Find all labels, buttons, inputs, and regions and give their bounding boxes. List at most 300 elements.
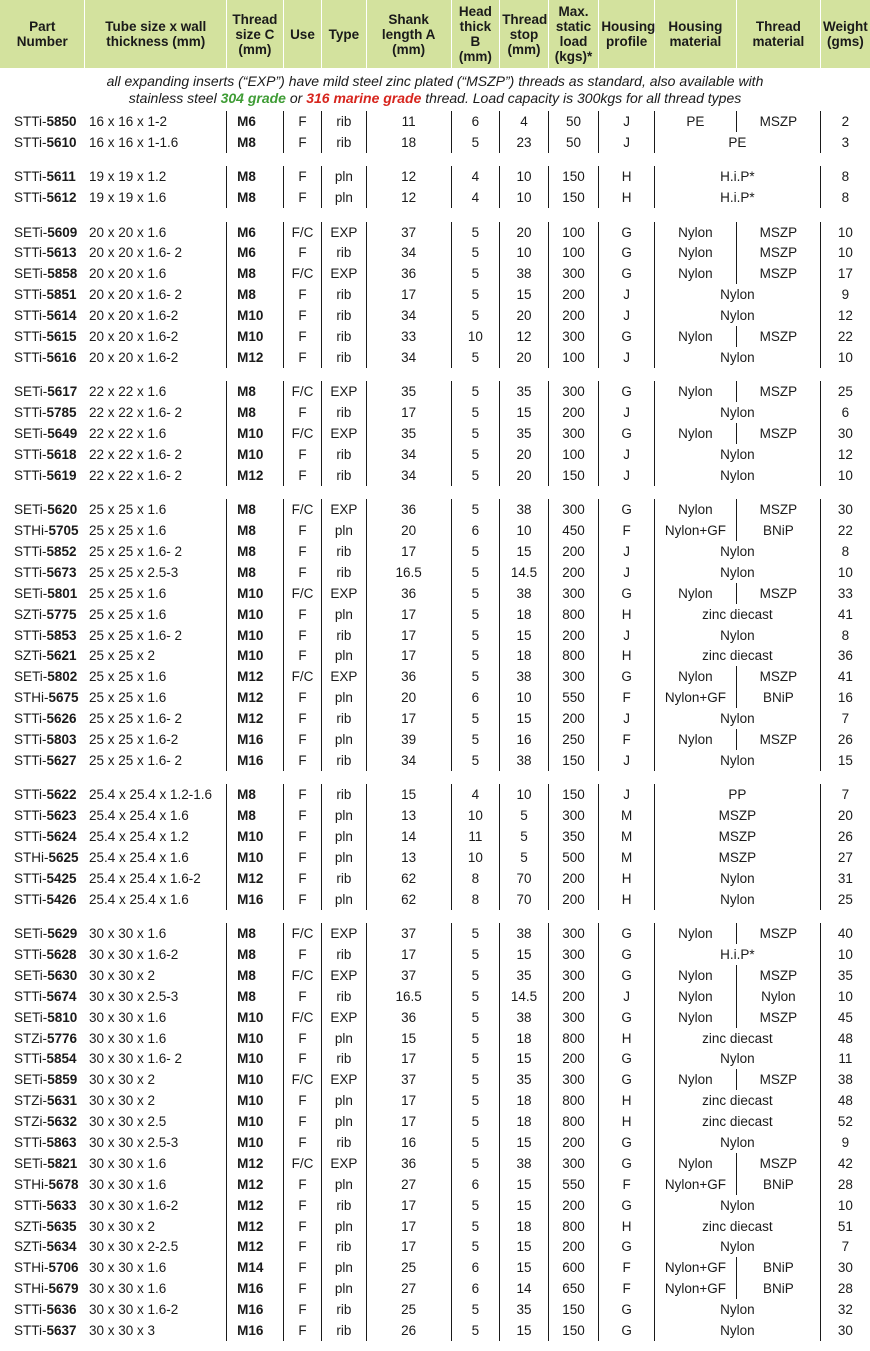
housing-profile-cell: J <box>599 541 655 562</box>
spacer-cell <box>0 771 870 785</box>
use-cell: F <box>283 1049 321 1070</box>
housing-profile-cell: M <box>599 847 655 868</box>
use-cell: F <box>283 305 321 326</box>
part-number-cell <box>0 1195 85 1216</box>
weight-cell: 2 <box>820 111 870 132</box>
housing-profile-cell: F <box>599 1278 655 1299</box>
housing-profile-cell: H <box>599 868 655 889</box>
part-number-cell <box>0 1069 85 1090</box>
use-cell: F <box>283 111 321 132</box>
thread-material-cell: MSZP <box>736 1007 820 1028</box>
material-cell: zinc diecast <box>654 645 820 666</box>
thread-size-cell: M12 <box>227 666 284 687</box>
thread-size-cell: M12 <box>227 1153 284 1174</box>
housing-material-cell: Nylon <box>654 499 736 520</box>
header-row <box>0 0 870 68</box>
housing-material-cell: Nylon <box>654 263 736 284</box>
part-code: 5618 <box>46 446 77 462</box>
shank-length-cell: 17 <box>366 1090 451 1111</box>
thread-stop-cell: 18 <box>500 645 549 666</box>
table-row <box>0 284 870 305</box>
thread-size-cell: M12 <box>227 1237 284 1258</box>
shank-length-cell: 35 <box>366 381 451 402</box>
thread-size-cell: M10 <box>227 604 284 625</box>
note-row <box>0 68 870 111</box>
thread-stop-cell: 15 <box>500 541 549 562</box>
housing-profile-cell: G <box>599 1007 655 1028</box>
part-code: 5611 <box>46 169 76 185</box>
max-load-cell: 200 <box>548 541 599 562</box>
thread-stop-cell: 15 <box>500 625 549 646</box>
spacer-cell <box>0 910 870 924</box>
type-cell: rib <box>322 1132 367 1153</box>
shank-length-cell: 17 <box>366 604 451 625</box>
type-cell: pln <box>322 166 367 187</box>
group-spacer <box>0 486 870 500</box>
thread-size-cell: M8 <box>227 132 284 153</box>
head-thick-cell: 5 <box>451 1090 500 1111</box>
part-number-cell <box>0 847 85 868</box>
spacer-cell <box>0 208 870 222</box>
max-load-cell: 800 <box>548 604 599 625</box>
type-cell: pln <box>322 1174 367 1195</box>
type-cell: rib <box>322 784 367 805</box>
table-row <box>0 1090 870 1111</box>
tube-size-cell: 20 x 20 x 1.6-2 <box>88 349 179 365</box>
part-prefix: SETi- <box>14 1009 48 1025</box>
part-number-cell <box>0 520 85 541</box>
type-cell: rib <box>322 944 367 965</box>
thread-stop-cell: 35 <box>500 1069 549 1090</box>
max-load-cell: 550 <box>548 687 599 708</box>
thread-size-cell: M12 <box>227 687 284 708</box>
housing-profile-cell: J <box>599 784 655 805</box>
thread-stop-cell: 15 <box>500 1195 549 1216</box>
part-prefix: SETi- <box>14 266 48 282</box>
weight-cell: 10 <box>820 562 870 583</box>
part-prefix: STTi- <box>14 988 47 1004</box>
max-load-cell: 800 <box>548 1090 599 1111</box>
spacer-cell <box>0 368 870 382</box>
material-cell: Nylon <box>654 1132 820 1153</box>
part-code: 5706 <box>48 1260 79 1276</box>
weight-cell: 41 <box>820 604 870 625</box>
housing-profile-cell: G <box>599 1237 655 1258</box>
part-prefix: STHi- <box>14 1260 49 1276</box>
shank-length-cell: 36 <box>366 263 451 284</box>
thread-size-cell: M10 <box>227 1111 284 1132</box>
housing-profile-cell: H <box>599 1090 655 1111</box>
material-cell: Nylon <box>654 541 820 562</box>
thread-size-cell: M8 <box>227 402 284 423</box>
shank-length-cell: 17 <box>366 1237 451 1258</box>
weight-cell: 8 <box>820 625 870 646</box>
head-thick-cell: 5 <box>451 1216 500 1237</box>
housing-material-cell: Nylon <box>654 1069 736 1090</box>
max-load-cell: 50 <box>548 132 599 153</box>
tube-size-cell: 30 x 30 x 1.6- 2 <box>88 1051 183 1067</box>
thread-stop-cell: 38 <box>500 583 549 604</box>
part-code: 5617 <box>47 384 78 400</box>
use-cell: F/C <box>283 666 321 687</box>
max-load-cell: 300 <box>548 381 599 402</box>
housing-profile-cell: F <box>599 520 655 541</box>
head-thick-cell: 5 <box>451 1195 500 1216</box>
table-row <box>0 784 870 805</box>
max-load-cell: 800 <box>548 1216 599 1237</box>
part-prefix: STHi- <box>14 849 49 865</box>
type-cell: EXP <box>322 965 367 986</box>
weight-cell: 41 <box>820 666 870 687</box>
thread-size-cell: M12 <box>227 465 284 486</box>
max-load-cell: 200 <box>548 305 599 326</box>
table-row <box>0 645 870 666</box>
use-cell: F/C <box>283 1153 321 1174</box>
part-number-cell <box>0 222 85 243</box>
part-code: 5678 <box>48 1176 79 1192</box>
head-thick-cell: 5 <box>451 263 500 284</box>
max-load-cell: 150 <box>548 1299 599 1320</box>
tube-size-cell: 25.4 x 25.4 x 1.2-1.6 <box>88 787 213 803</box>
type-cell: EXP <box>322 1153 367 1174</box>
head-thick-cell: 5 <box>451 444 500 465</box>
shank-length-cell: 15 <box>366 784 451 805</box>
thread-stop-cell: 15 <box>500 708 549 729</box>
part-number-cell <box>0 826 85 847</box>
housing-profile-cell: G <box>599 263 655 284</box>
weight-cell: 11 <box>820 1049 870 1070</box>
part-code: 5673 <box>46 564 77 580</box>
type-cell: rib <box>322 402 367 423</box>
thread-stop-cell: 10 <box>500 166 549 187</box>
shank-length-cell: 16.5 <box>366 986 451 1007</box>
thread-size-cell: M12 <box>227 868 284 889</box>
shank-length-cell: 17 <box>366 284 451 305</box>
thread-size-cell: M12 <box>227 1216 284 1237</box>
housing-material-cell: Nylon <box>654 923 736 944</box>
material-cell: Nylon <box>654 1195 820 1216</box>
tube-size-cell: 30 x 30 x 1.6 <box>88 1260 167 1276</box>
thread-stop-cell: 70 <box>500 889 549 910</box>
type-cell: rib <box>322 465 367 486</box>
head-thick-cell: 6 <box>451 111 500 132</box>
material-cell: MSZP <box>654 805 820 826</box>
thread-stop-cell: 35 <box>500 965 549 986</box>
housing-profile-cell: G <box>599 1320 655 1341</box>
header-use: Use <box>283 0 321 68</box>
head-thick-cell: 5 <box>451 423 500 444</box>
weight-cell: 45 <box>820 1007 870 1028</box>
head-thick-cell: 10 <box>451 847 500 868</box>
thread-stop-cell: 5 <box>500 847 549 868</box>
use-cell: F <box>283 1299 321 1320</box>
thread-size-cell: M10 <box>227 1069 284 1090</box>
thread-stop-cell: 35 <box>500 423 549 444</box>
housing-material-cell: Nylon+GF <box>654 1257 736 1278</box>
part-number-cell <box>0 583 85 604</box>
housing-profile-cell: J <box>599 444 655 465</box>
use-cell: F <box>283 444 321 465</box>
housing-profile-cell: G <box>599 1299 655 1320</box>
tube-size-cell: 20 x 20 x 1.6- 2 <box>88 287 183 303</box>
use-cell: F <box>283 645 321 666</box>
weight-cell: 40 <box>820 923 870 944</box>
max-load-cell: 200 <box>548 889 599 910</box>
thread-stop-cell: 15 <box>500 284 549 305</box>
part-number-cell <box>0 889 85 910</box>
thread-size-cell: M8 <box>227 263 284 284</box>
thread-stop-cell: 35 <box>500 1299 549 1320</box>
head-thick-cell: 4 <box>451 784 500 805</box>
weight-cell: 30 <box>820 423 870 444</box>
weight-cell: 30 <box>820 1257 870 1278</box>
part-code: 5614 <box>46 308 77 324</box>
part-code: 5863 <box>46 1135 77 1151</box>
weight-cell: 28 <box>820 1278 870 1299</box>
housing-profile-cell: J <box>599 347 655 368</box>
type-cell: rib <box>322 444 367 465</box>
head-thick-cell: 5 <box>451 465 500 486</box>
weight-cell: 25 <box>820 381 870 402</box>
shank-length-cell: 36 <box>366 1007 451 1028</box>
part-code: 5628 <box>46 947 77 962</box>
head-thick-cell: 5 <box>451 1028 500 1049</box>
part-code: 5633 <box>46 1197 77 1213</box>
head-thick-cell: 5 <box>451 381 500 402</box>
thread-material-cell: BNiP <box>736 520 820 541</box>
weight-cell: 32 <box>820 1299 870 1320</box>
use-cell: F <box>283 1257 321 1278</box>
housing-profile-cell: H <box>599 1216 655 1237</box>
housing-profile-cell: G <box>599 1132 655 1153</box>
thread-stop-cell: 18 <box>500 1028 549 1049</box>
head-thick-cell: 5 <box>451 1007 500 1028</box>
table-row <box>0 847 870 868</box>
tube-size-cell: 30 x 30 x 1.6-2 <box>88 947 179 962</box>
part-number-cell <box>0 604 85 625</box>
thread-size-cell: M6 <box>227 222 284 243</box>
tube-size-cell: 25 x 25 x 1.6- 2 <box>88 752 183 768</box>
thread-stop-cell: 15 <box>500 1237 549 1258</box>
material-cell: Nylon <box>654 1299 820 1320</box>
thread-stop-cell: 38 <box>500 499 549 520</box>
weight-cell: 35 <box>820 965 870 986</box>
housing-profile-cell: H <box>599 187 655 208</box>
thread-size-cell: M8 <box>227 944 284 965</box>
max-load-cell: 150 <box>548 187 599 208</box>
housing-material-cell: Nylon <box>654 666 736 687</box>
tube-size-cell: 20 x 20 x 1.6-2 <box>88 308 179 324</box>
use-cell: F <box>283 242 321 263</box>
use-cell: F <box>283 847 321 868</box>
material-cell: zinc diecast <box>654 1028 820 1049</box>
part-code: 5637 <box>46 1323 77 1339</box>
part-prefix: STHi- <box>14 523 49 539</box>
use-cell: F <box>283 1132 321 1153</box>
housing-profile-cell: J <box>599 284 655 305</box>
table-row <box>0 305 870 326</box>
thread-size-cell: M8 <box>227 520 284 541</box>
head-thick-cell: 5 <box>451 944 500 965</box>
part-number-cell <box>0 444 85 465</box>
weight-cell: 3 <box>820 132 870 153</box>
table-row <box>0 1216 870 1237</box>
max-load-cell: 200 <box>548 1195 599 1216</box>
header-weight: Weight (gms) <box>820 0 870 68</box>
head-thick-cell: 4 <box>451 187 500 208</box>
thread-size-cell: M16 <box>227 1278 284 1299</box>
housing-profile-cell: J <box>599 750 655 771</box>
spacer-cell <box>0 153 870 167</box>
head-thick-cell: 5 <box>451 305 500 326</box>
thread-size-cell: M10 <box>227 826 284 847</box>
housing-material-cell: Nylon+GF <box>654 520 736 541</box>
tube-size-cell: 20 x 20 x 1.6 <box>88 224 167 240</box>
part-number-cell <box>0 1007 85 1028</box>
housing-material-cell: Nylon <box>654 1153 736 1174</box>
max-load-cell: 200 <box>548 284 599 305</box>
header-housing-profile: Housing profile <box>599 0 655 68</box>
use-cell: F <box>283 1111 321 1132</box>
part-prefix: SETi- <box>14 426 48 442</box>
use-cell: F <box>283 986 321 1007</box>
head-thick-cell: 5 <box>451 583 500 604</box>
group-spacer <box>0 910 870 924</box>
max-load-cell: 300 <box>548 1007 599 1028</box>
type-cell: pln <box>322 1278 367 1299</box>
use-cell: F <box>283 402 321 423</box>
head-thick-cell: 5 <box>451 284 500 305</box>
housing-profile-cell: G <box>599 1195 655 1216</box>
part-prefix: STTi- <box>14 245 47 261</box>
shank-length-cell: 17 <box>366 625 451 646</box>
material-cell: H.i.P* <box>654 944 820 965</box>
type-cell: EXP <box>322 381 367 402</box>
material-cell: Nylon <box>654 1320 820 1341</box>
type-cell: rib <box>322 1195 367 1216</box>
shank-length-cell: 33 <box>366 326 451 347</box>
tube-size-cell: 30 x 30 x 2 <box>88 1072 156 1088</box>
tube-size-cell: 30 x 30 x 2.5 <box>88 1114 167 1130</box>
part-code: 5635 <box>46 1218 77 1234</box>
use-cell: F <box>283 187 321 208</box>
part-prefix: STTi- <box>14 134 47 150</box>
thread-size-cell: M8 <box>227 562 284 583</box>
thread-stop-cell: 18 <box>500 604 549 625</box>
table-row <box>0 1278 870 1299</box>
part-code: 5623 <box>46 808 77 824</box>
part-number-cell <box>0 242 85 263</box>
weight-cell: 7 <box>820 1237 870 1258</box>
tube-size-cell: 30 x 30 x 2 <box>88 967 156 983</box>
table-row <box>0 1153 870 1174</box>
max-load-cell: 350 <box>548 826 599 847</box>
material-cell: Nylon <box>654 750 820 771</box>
material-cell: H.i.P* <box>654 187 820 208</box>
head-thick-cell: 6 <box>451 1278 500 1299</box>
part-number-cell <box>0 1278 85 1299</box>
use-cell: F <box>283 166 321 187</box>
thread-stop-cell: 20 <box>500 347 549 368</box>
max-load-cell: 100 <box>548 444 599 465</box>
housing-profile-cell: H <box>599 1028 655 1049</box>
part-number-cell <box>0 1028 85 1049</box>
part-prefix: STTi- <box>14 169 47 185</box>
weight-cell: 51 <box>820 1216 870 1237</box>
max-load-cell: 600 <box>548 1257 599 1278</box>
thread-size-cell: M10 <box>227 645 284 666</box>
part-code: 5851 <box>46 287 77 303</box>
shank-length-cell: 34 <box>366 750 451 771</box>
part-prefix: STTi- <box>14 308 47 324</box>
table-row <box>0 562 870 583</box>
thread-size-cell: M8 <box>227 166 284 187</box>
material-cell: Nylon <box>654 1049 820 1070</box>
grade-304-highlight: 304 grade <box>220 90 286 106</box>
part-number-cell <box>0 423 85 444</box>
housing-profile-cell: G <box>599 1049 655 1070</box>
type-cell: rib <box>322 625 367 646</box>
tube-size-cell: 22 x 22 x 1.6- 2 <box>88 467 183 483</box>
head-thick-cell: 5 <box>451 1299 500 1320</box>
housing-profile-cell: G <box>599 965 655 986</box>
material-cell: MSZP <box>654 826 820 847</box>
type-cell: rib <box>322 1237 367 1258</box>
part-code: 5622 <box>46 787 77 803</box>
max-load-cell: 200 <box>548 625 599 646</box>
tube-size-cell: 25 x 25 x 1.6 <box>88 502 167 518</box>
type-cell: EXP <box>322 263 367 284</box>
max-load-cell: 800 <box>548 1028 599 1049</box>
head-thick-cell: 6 <box>451 1174 500 1195</box>
housing-profile-cell: J <box>599 625 655 646</box>
thread-size-cell: M8 <box>227 986 284 1007</box>
housing-profile-cell: J <box>599 465 655 486</box>
table-row <box>0 1007 870 1028</box>
housing-profile-cell: G <box>599 583 655 604</box>
thread-stop-cell: 5 <box>500 805 549 826</box>
tube-size-cell: 25.4 x 25.4 x 1.6 <box>88 891 189 907</box>
thread-stop-cell: 4 <box>500 111 549 132</box>
use-cell: F/C <box>283 965 321 986</box>
shank-length-cell: 17 <box>366 708 451 729</box>
head-thick-cell: 5 <box>451 923 500 944</box>
weight-cell: 10 <box>820 1195 870 1216</box>
shank-length-cell: 17 <box>366 645 451 666</box>
weight-cell: 10 <box>820 222 870 243</box>
part-prefix: STZi- <box>14 1093 47 1109</box>
thread-material-cell: BNiP <box>736 1174 820 1195</box>
housing-profile-cell: F <box>599 687 655 708</box>
thread-size-cell: M12 <box>227 1174 284 1195</box>
max-load-cell: 150 <box>548 166 599 187</box>
weight-cell: 25 <box>820 889 870 910</box>
part-code: 5775 <box>46 606 77 622</box>
use-cell: F/C <box>283 1007 321 1028</box>
part-code: 5609 <box>47 224 78 240</box>
shank-length-cell: 27 <box>366 1278 451 1299</box>
part-number-cell <box>0 562 85 583</box>
tube-size-cell: 22 x 22 x 1.6- 2 <box>88 405 183 421</box>
thread-stop-cell: 10 <box>500 687 549 708</box>
thread-stop-cell: 15 <box>500 1174 549 1195</box>
use-cell: F <box>283 1195 321 1216</box>
type-cell: pln <box>322 1216 367 1237</box>
use-cell: F <box>283 347 321 368</box>
housing-material-cell: Nylon <box>654 965 736 986</box>
part-code: 5629 <box>47 926 78 942</box>
tube-size-cell: 30 x 30 x 1.6 <box>88 926 167 942</box>
